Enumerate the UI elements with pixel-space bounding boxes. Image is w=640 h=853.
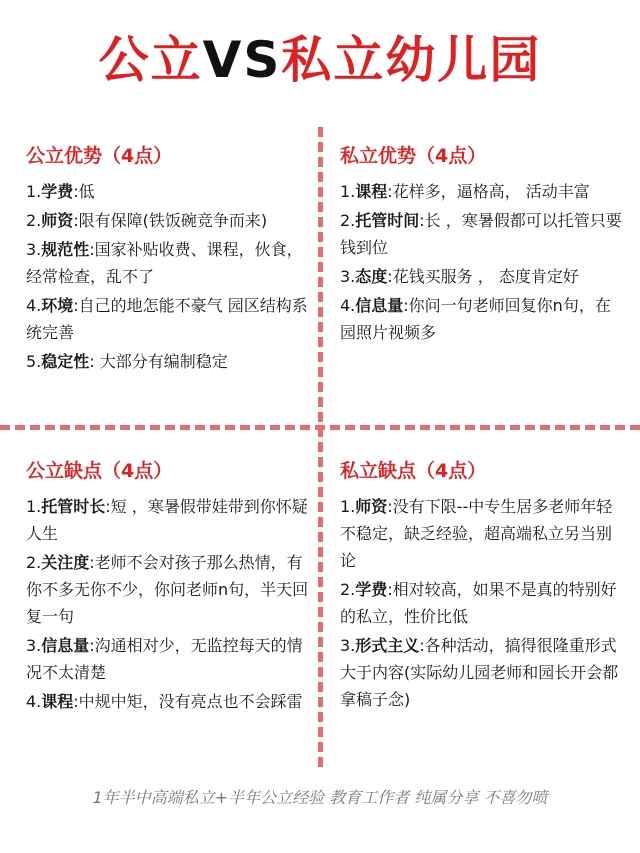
item-text: 低 bbox=[78, 182, 95, 201]
title-private: 私立幼儿园 bbox=[281, 31, 542, 89]
item-label: 信息量 bbox=[355, 296, 404, 315]
item-text: 花样多，逼格高， 活动丰富 bbox=[392, 182, 590, 201]
public-cons-section bbox=[26, 457, 311, 717]
item-separator: : bbox=[73, 182, 79, 201]
item-label: 形式主义 bbox=[355, 636, 420, 655]
list-item bbox=[26, 348, 311, 375]
list-item bbox=[340, 178, 625, 205]
title-public: 公立 bbox=[98, 31, 203, 89]
item-number: 4. bbox=[340, 296, 356, 315]
item-separator: : bbox=[105, 497, 111, 516]
page-title bbox=[0, 30, 640, 90]
list-item bbox=[340, 263, 625, 290]
item-separator: : bbox=[73, 211, 79, 230]
list-item bbox=[26, 236, 311, 290]
item-separator: : bbox=[403, 296, 409, 315]
list-item bbox=[26, 688, 311, 715]
item-label: 稳定性 bbox=[41, 352, 90, 371]
list-item bbox=[340, 632, 625, 713]
list-item bbox=[26, 292, 311, 346]
item-text: 中规中矩，没有亮点也不会踩雷 bbox=[78, 692, 303, 711]
item-label: 学费 bbox=[41, 182, 74, 201]
item-label: 师资 bbox=[355, 497, 388, 516]
item-text: 短 ，寒暑假带娃带到你怀疑人生 bbox=[26, 497, 308, 543]
item-separator: : bbox=[387, 497, 393, 516]
private-cons-section bbox=[340, 457, 625, 715]
item-label: 托管时长 bbox=[41, 497, 106, 516]
section-heading: 公立缺点（4点） bbox=[26, 460, 173, 482]
private-pros-section bbox=[340, 142, 625, 348]
section-heading: 公立优势（4点） bbox=[26, 145, 173, 167]
item-number: 2. bbox=[340, 211, 356, 230]
item-separator: : bbox=[89, 240, 95, 259]
item-text: 大部分有编制稳定 bbox=[99, 352, 228, 371]
item-text: 国家补贴收费、课程，伙食，经常检查，乱不了 bbox=[26, 240, 303, 286]
item-label: 规范性 bbox=[41, 240, 90, 259]
list-item bbox=[340, 493, 625, 574]
item-separator: : bbox=[73, 692, 79, 711]
item-text: 没有下限--中专生居多老师年轻不稳定，缺乏经验，超高端私立另当别论 bbox=[340, 497, 613, 570]
item-label: 环境 bbox=[41, 296, 74, 315]
title-vs: VS bbox=[202, 31, 282, 89]
list-item bbox=[340, 576, 625, 630]
footer-note: 1年半中高端私立+半年公立经验 教育工作者 纯属分享 不喜勿喷 bbox=[92, 788, 548, 807]
section-heading: 私立缺点（4点） bbox=[340, 460, 487, 482]
item-separator: : bbox=[73, 296, 79, 315]
item-text: 沟通相对少，无监控每天的情况不太清楚 bbox=[26, 636, 303, 682]
item-text: 各种活动，搞得很隆重形式大于内容(实际幼儿园老师和园长开会都拿稿子念) bbox=[340, 636, 619, 709]
item-number: 3. bbox=[340, 267, 356, 286]
item-separator: : bbox=[419, 636, 425, 655]
item-number: 1. bbox=[340, 182, 356, 201]
item-number: 2. bbox=[26, 553, 42, 572]
item-label: 信息量 bbox=[41, 636, 90, 655]
item-label: 关注度 bbox=[41, 553, 90, 572]
list-item bbox=[26, 207, 311, 234]
list-item bbox=[26, 493, 311, 547]
item-number: 3. bbox=[26, 636, 42, 655]
item-label: 课程 bbox=[355, 182, 388, 201]
item-text: 自己的地怎能不豪气 园区结构系统完善 bbox=[26, 296, 308, 342]
item-separator: : bbox=[387, 580, 393, 599]
item-number: 2. bbox=[340, 580, 356, 599]
item-number: 1. bbox=[26, 497, 42, 516]
item-separator: : bbox=[89, 553, 95, 572]
list-item bbox=[26, 549, 311, 630]
item-separator: : bbox=[387, 267, 393, 286]
item-label: 态度 bbox=[355, 267, 388, 286]
item-number: 2. bbox=[26, 211, 42, 230]
item-label: 课程 bbox=[41, 692, 74, 711]
list-item bbox=[26, 632, 311, 686]
item-text: 限有保障(铁饭碗竞争而来) bbox=[78, 211, 268, 230]
item-number: 1. bbox=[340, 497, 356, 516]
item-number: 3. bbox=[340, 636, 356, 655]
item-text: 长 ，寒暑假都可以托管只要钱到位 bbox=[340, 211, 622, 257]
item-label: 学费 bbox=[355, 580, 388, 599]
list-item bbox=[340, 292, 625, 346]
vertical-divider bbox=[318, 127, 323, 767]
section-heading: 私立优势（4点） bbox=[340, 145, 487, 167]
item-number: 5. bbox=[26, 352, 42, 371]
item-number: 4. bbox=[26, 692, 42, 711]
item-label: 托管时间 bbox=[355, 211, 420, 230]
list-item bbox=[26, 178, 311, 205]
list-item bbox=[340, 207, 625, 261]
item-text: 花钱买服务 ， 态度肯定好 bbox=[392, 267, 579, 286]
item-number: 3. bbox=[26, 240, 42, 259]
item-text: 老师不会对孩子那么热情，有你不多无你不少，你问老师n句，半天回复一句 bbox=[26, 553, 309, 626]
public-pros-section bbox=[26, 142, 311, 377]
item-number: 4. bbox=[26, 296, 42, 315]
item-separator: : bbox=[89, 352, 100, 371]
item-separator: : bbox=[89, 636, 95, 655]
item-separator: : bbox=[419, 211, 425, 230]
item-number: 1. bbox=[26, 182, 42, 201]
item-separator: : bbox=[387, 182, 393, 201]
item-text: 你问一句老师回复你n句，在园照片视频多 bbox=[340, 296, 611, 342]
horizontal-divider bbox=[0, 425, 640, 430]
item-text: 相对较高，如果不是真的特别好的私立，性价比低 bbox=[340, 580, 617, 626]
item-label: 师资 bbox=[41, 211, 74, 230]
